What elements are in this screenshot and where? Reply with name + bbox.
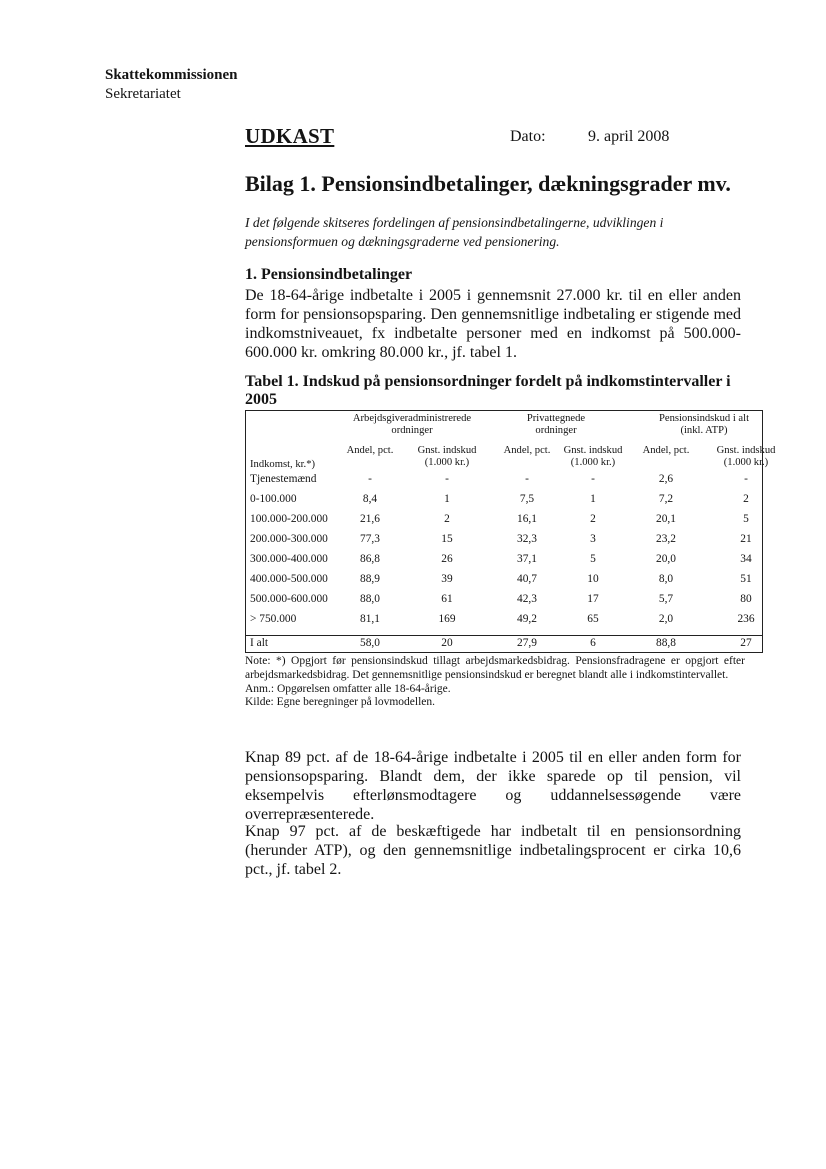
column-header-unit: (1.000 kr.): [723, 457, 769, 468]
table-cell: 39: [441, 573, 453, 585]
table-cell: 49,2: [517, 613, 537, 625]
table-cell: 88,9: [360, 573, 380, 585]
letterhead: [105, 66, 238, 104]
table-cell: 3: [590, 533, 596, 545]
table-cell: 2: [743, 493, 749, 505]
group-header-sub: (inkl. ATP): [680, 425, 728, 436]
draft-label: UDKAST: [245, 124, 335, 148]
table-cell: 86,8: [360, 553, 380, 565]
table-cell: 17: [587, 593, 599, 605]
intro-text: I det følgende skitseres fordelingen af pensionsindbetalingerne, udviklingen i pensionsformuen og dækningsgraderne ved pensionering.: [245, 215, 664, 249]
page-title: Bilag 1. Pensionsindbetalinger, dækningsgrader mv.: [245, 171, 731, 196]
row-header: Indkomst, kr.*): [250, 459, 316, 470]
row-label: 300.000-400.000: [250, 553, 328, 565]
table-cell: 26: [441, 553, 453, 565]
table-cell: 88,0: [360, 593, 380, 605]
table-cell: 20,1: [656, 513, 676, 525]
table-cell: -: [445, 473, 449, 485]
table-cell: 37,1: [517, 553, 537, 565]
table-cell: 20,0: [656, 553, 676, 565]
row-label: 200.000-300.000: [250, 533, 328, 545]
table-cell: 2,0: [658, 613, 674, 625]
date-label: Dato:: [510, 128, 546, 145]
total-cell: 88,8: [656, 637, 676, 649]
group-header: Pensionsindskud i alt: [658, 413, 750, 424]
total-cell: 58,0: [360, 637, 380, 649]
group-header-sub: ordninger: [535, 425, 577, 436]
table-cell: 51: [740, 573, 752, 585]
column-header: Andel, pct.: [503, 445, 551, 456]
table-cell: 40,7: [517, 573, 537, 585]
table-cell: 80: [740, 593, 752, 605]
organization-name: Skattekommissionen: [105, 67, 238, 83]
table-source: Kilde: Egne beregninger på lovmodellen.: [245, 696, 436, 709]
table-cell: 169: [438, 613, 456, 625]
column-header-unit: (1.000 kr.): [570, 457, 616, 468]
table-cell: 1: [444, 493, 450, 505]
table-cell: 34: [740, 553, 752, 565]
table-cell: -: [744, 473, 748, 485]
table-cell: 8,0: [658, 573, 674, 585]
group-header: Privattegnede: [526, 413, 586, 424]
table-cell: 15: [441, 533, 453, 545]
paragraph-3: Knap 97 pct. af de beskæftigede har indbetalt til en pensionsordning (herunder ATP), og den gennemsnitlige indbetalingsprocent er cirka 10,6 pct., jf. tabel 2.: [245, 823, 741, 878]
total-separator: [246, 635, 762, 636]
row-label: Tjenestemænd: [250, 473, 317, 485]
date-value: 9. april 2008: [588, 128, 670, 145]
table-cell: 42,3: [517, 593, 537, 605]
table-cell: 21,6: [360, 513, 380, 525]
section-paragraph: De 18-64-årige indbetalte i 2005 i gennemsnit 27.000 kr. til en eller anden form for pensionsopsparing. Den gennemsnitlige indbetaling er stigende med indkomstniveauet, fx indbetalte personer med en indkomst på 500.000-600.000 kr. omkring 80.000 kr., jf. tabel 1.: [245, 287, 741, 361]
column-header: Gnst. indskud: [417, 445, 477, 456]
department-name: Sekretariatet: [105, 86, 181, 102]
table-cell: -: [591, 473, 595, 485]
table-cell: 7,5: [519, 493, 535, 505]
row-label: 100.000-200.000: [250, 513, 328, 525]
table-cell: 5: [743, 513, 749, 525]
group-header: Arbejdsgiveradministrerede: [352, 413, 472, 424]
total-cell: 6: [590, 637, 596, 649]
table-cell: 5: [590, 553, 596, 565]
table-cell: 16,1: [517, 513, 537, 525]
table-cell: 5,7: [658, 593, 674, 605]
group-header-sub: ordninger: [391, 425, 433, 436]
row-label: > 750.000: [250, 613, 297, 625]
table-cell: 10: [587, 573, 599, 585]
total-label: I alt: [250, 637, 269, 649]
table-cell: 8,4: [362, 493, 378, 505]
total-cell: 27,9: [517, 637, 537, 649]
total-cell: 20: [441, 637, 453, 649]
table-cell: 32,3: [517, 533, 537, 545]
table-cell: 1: [590, 493, 596, 505]
table-note: Note: *) Opgjort før pensionsindskud tillagt arbejdsmarkedsbidrag. Pensionsfradragene er opgjort efter arbejdsmarkedsbidrag. Det gennemsnitlige pensionsindskud er beregnet blandt alle i indkomstintervallet.: [245, 655, 745, 681]
pension-table: [245, 410, 776, 653]
section-heading: 1. Pensionsindbetalinger: [245, 266, 413, 283]
table-anm: Anm.: Opgørelsen omfatter alle 18-64-årige.: [245, 682, 451, 695]
table-cell: 81,1: [360, 613, 380, 625]
column-header: Andel, pct.: [346, 445, 394, 456]
column-header: Gnst. indskud: [563, 445, 623, 456]
table-cell: -: [368, 473, 372, 485]
column-header-unit: (1.000 kr.): [424, 457, 470, 468]
table-cell: -: [525, 473, 529, 485]
table-cell: 21: [740, 533, 752, 545]
table-cell: 2,6: [658, 473, 674, 485]
table-cell: 23,2: [656, 533, 676, 545]
table-title: Tabel 1. Indskud på pensionsordninger fordelt på indkomstintervaller i 2005: [245, 373, 731, 408]
table-cell: 77,3: [360, 533, 380, 545]
table-cell: 61: [441, 593, 453, 605]
column-header: Gnst. indskud: [716, 445, 776, 456]
row-label: 0-100.000: [250, 493, 297, 505]
table-cell: 7,2: [658, 493, 674, 505]
table-cell: 2: [590, 513, 596, 525]
table-cell: 236: [737, 613, 755, 625]
column-header: Andel, pct.: [642, 445, 690, 456]
table-cell: 65: [587, 613, 599, 625]
row-label: 400.000-500.000: [250, 573, 328, 585]
paragraph-2: Knap 89 pct. af de 18-64-årige indbetalte i 2005 til en eller anden form for pensionsopsparing. Blandt dem, der ikke sparede op til pension, vil eksempelvis efterlønsmodtagere og uddannelsessøgende være overrepræsenterede.: [245, 749, 741, 823]
table-notes: [245, 655, 745, 710]
total-cell: 27: [740, 637, 752, 649]
row-label: 500.000-600.000: [250, 593, 328, 605]
table-cell: 2: [444, 513, 450, 525]
